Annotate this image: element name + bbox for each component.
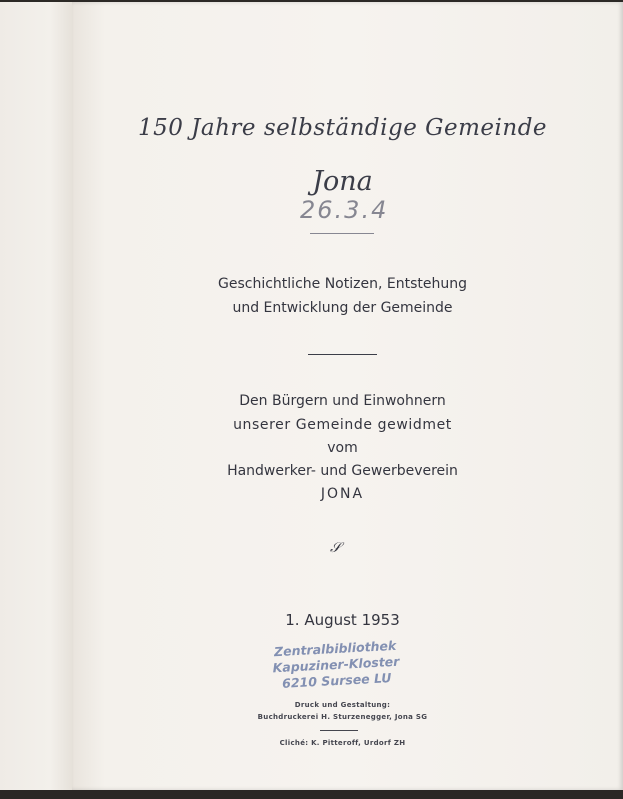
document-title: 150 Jahre selbständige Gemeinde	[137, 115, 548, 141]
dedication-line-4: Handwerker- und Gewerbeverein	[227, 463, 458, 479]
cliche-credit: Cliché: K. Pitteroff, Urdorf ZH	[279, 739, 406, 747]
ornament-icon: 𝒮	[330, 540, 341, 556]
dedication-line-5: JONA	[320, 486, 365, 502]
place-name: Jona	[312, 166, 373, 197]
subtitle-line-2: und Entwicklung der Gemeinde	[232, 300, 453, 316]
small-divider	[320, 730, 358, 731]
dedication-line-3: vom	[327, 440, 358, 456]
stamp-line-2: Kapuziner-Kloster	[272, 653, 400, 676]
library-stamp	[270, 638, 402, 693]
stamp-line-3: 6210 Sursee LU	[281, 670, 392, 691]
section-divider	[308, 354, 377, 355]
printer-name: Buchdruckerei H. Sturzenegger, Jona SG	[257, 713, 428, 721]
dedication-line-2: unserer Gemeinde gewidmet	[233, 417, 452, 433]
handwritten-underline	[310, 233, 374, 234]
bottom-edge	[0, 790, 623, 799]
left-page-leaf	[0, 2, 73, 792]
publication-date: 1. August 1953	[285, 611, 400, 629]
subtitle-line-1: Geschichtliche Notizen, Entstehung	[218, 276, 467, 292]
dedication-line-1: Den Bürgern und Einwohnern	[239, 393, 446, 409]
printer-label: Druck und Gestaltung:	[294, 701, 391, 709]
stamp-line-1: Zentralbibliothek	[273, 637, 397, 660]
handwritten-catalog-number: 26.3.4	[300, 196, 389, 224]
